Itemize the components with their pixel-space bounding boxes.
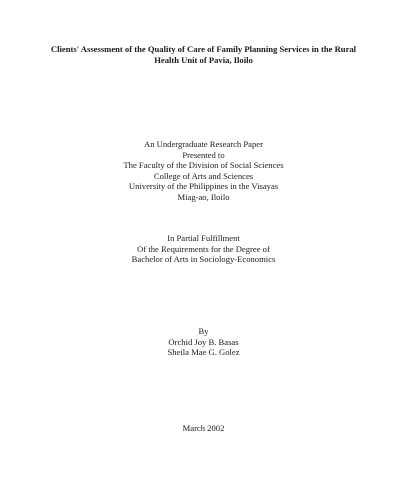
title-line-1: Clients' Assessment of the Quality of Care of Family Planning Services in the Rural bbox=[50, 44, 357, 54]
research-line: Miag-ao, Iloilo bbox=[177, 191, 230, 202]
fulfillment-line: Bachelor of Arts in Sociology-Economics bbox=[131, 254, 276, 264]
research-line: College of Arts and Sciences bbox=[153, 170, 254, 181]
research-line: University of the Philippines in the Visayas bbox=[128, 181, 279, 191]
submission-date: March 2002 bbox=[182, 423, 225, 433]
research-line: Presented to bbox=[182, 149, 225, 160]
by-label: By bbox=[198, 326, 209, 336]
document-title bbox=[20, 44, 387, 66]
fulfillment-block bbox=[20, 233, 387, 265]
research-line: An Undergraduate Research Paper bbox=[144, 139, 263, 149]
fulfillment-line: Of the Requirements for the Degree of bbox=[137, 243, 270, 254]
research-paper-block bbox=[20, 139, 387, 202]
research-line: The Faculty of the Division of Social Sciences bbox=[123, 160, 284, 170]
author-name: Orchid Joy B. Basas bbox=[168, 336, 239, 347]
authors-block bbox=[20, 326, 387, 358]
author-name: Sheila Mae G. Golez bbox=[167, 347, 240, 357]
fulfillment-line: In Partial Fulfillment bbox=[167, 233, 240, 243]
title-line-2: Health Unit of Pavia, Iloilo bbox=[154, 55, 253, 65]
date-block bbox=[20, 423, 387, 434]
